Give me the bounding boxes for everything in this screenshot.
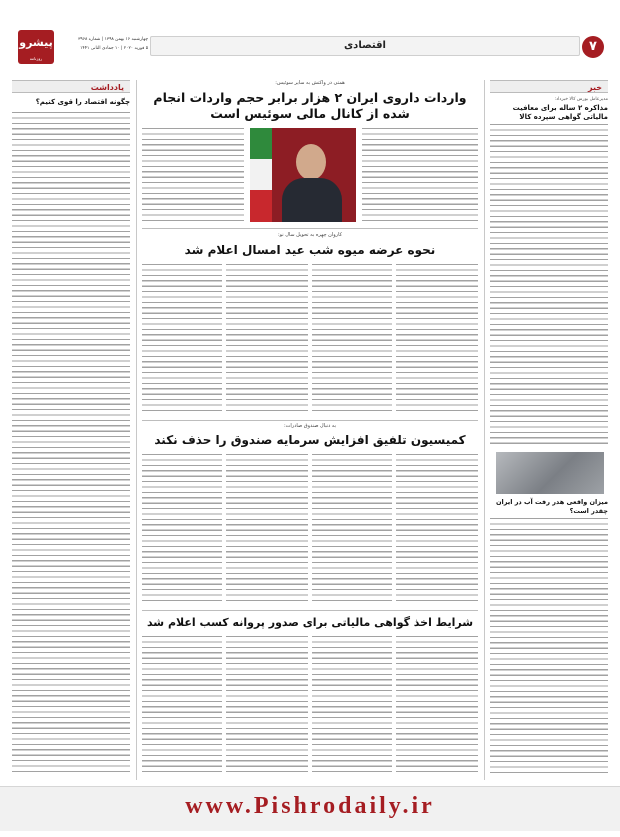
fruit-story-kicker: کاروان چهره به تحویل سال نو: — [278, 232, 342, 238]
right-second-headline: میزان واقعی هدر رفت آب در ایران چقدر است؟ — [495, 498, 608, 515]
footer-website[interactable]: www.Pishrodaily.ir — [185, 793, 435, 819]
right-news-body — [490, 124, 608, 446]
date-line-1: چهارشنبه ۱۶ بهمن ۱۳۹۸ | شماره ۳۹۶۸ — [78, 37, 148, 42]
logo-sub: روزنامه — [29, 56, 43, 61]
fund-story-kicker: به دنبال صندوق صادرات: — [284, 423, 336, 429]
fruit-story-body-col2 — [312, 264, 392, 414]
logo-text: پیشرو — [19, 36, 53, 49]
fruit-story-headline: نحوه عرضه میوه شب عید امسال اعلام شد — [184, 243, 436, 257]
fruit-story-body-col1 — [396, 264, 478, 414]
fruit-story-divider — [142, 420, 478, 421]
portrait-body — [282, 178, 342, 222]
official-portrait — [250, 128, 356, 222]
fund-story-body-col2 — [312, 454, 392, 604]
permit-story-body-col2 — [312, 636, 392, 776]
right-second-body — [490, 518, 608, 776]
water-photo — [496, 452, 604, 494]
lead-story-body-right — [362, 128, 478, 222]
logo — [18, 30, 54, 64]
page-number-badge: ۷ — [582, 36, 604, 58]
permit-story-body-col4 — [142, 636, 222, 776]
permit-story-body-col3 — [226, 636, 308, 776]
footer-band — [0, 786, 620, 831]
right-news-headline: مذاکره ۲ ساله برای معافیت مالیاتی گواهی سپرده کالا — [512, 104, 608, 121]
fruit-story-body-col4 — [142, 264, 222, 414]
fund-story-headline: کمیسیون تلفیق افزایش سرمایه صندوق را حذف نکند — [154, 433, 466, 447]
fund-story-body-col1 — [396, 454, 478, 604]
lead-story-body-left — [142, 128, 244, 222]
date-line-2: ۵ فوریه ۲۰۲۰ | ۱۰ جمادی الثانی ۱۴۴۱ — [80, 46, 148, 51]
left-note-headline: چگونه اقتصاد را قوی کنیم؟ — [35, 98, 130, 106]
lead-story-kicker: همتی در واکنش به سایر سوئیس: — [275, 80, 345, 86]
portrait-head — [296, 144, 326, 180]
lead-story-divider — [142, 228, 478, 229]
fund-story-body-col4 — [142, 454, 222, 604]
section-title: اقتصادی — [150, 36, 580, 56]
left-column-divider — [136, 80, 137, 780]
permit-story-body-col1 — [396, 636, 478, 776]
fund-story-divider — [142, 610, 478, 611]
right-column-header: خبر — [490, 80, 608, 93]
lead-story-headline: واردات داروی ایران ۲ هزار برابر حجم واردات انجام شده از کانال مالی سوئیس است — [153, 90, 467, 121]
left-note-body — [12, 112, 130, 776]
right-column-divider — [484, 80, 485, 780]
flag-stripe — [250, 128, 272, 222]
masthead — [0, 0, 620, 66]
fruit-story-body-col3 — [226, 264, 308, 414]
fund-story-body-col3 — [226, 454, 308, 604]
right-news-kicker: مدیرعامل بورس کالا خبرداد: — [554, 97, 608, 102]
left-column-header: یادداشت — [12, 80, 130, 93]
permit-story-headline: شرایط اخذ گواهی مالیاتی برای صدور پروانه کسب اعلام شد — [146, 616, 474, 629]
